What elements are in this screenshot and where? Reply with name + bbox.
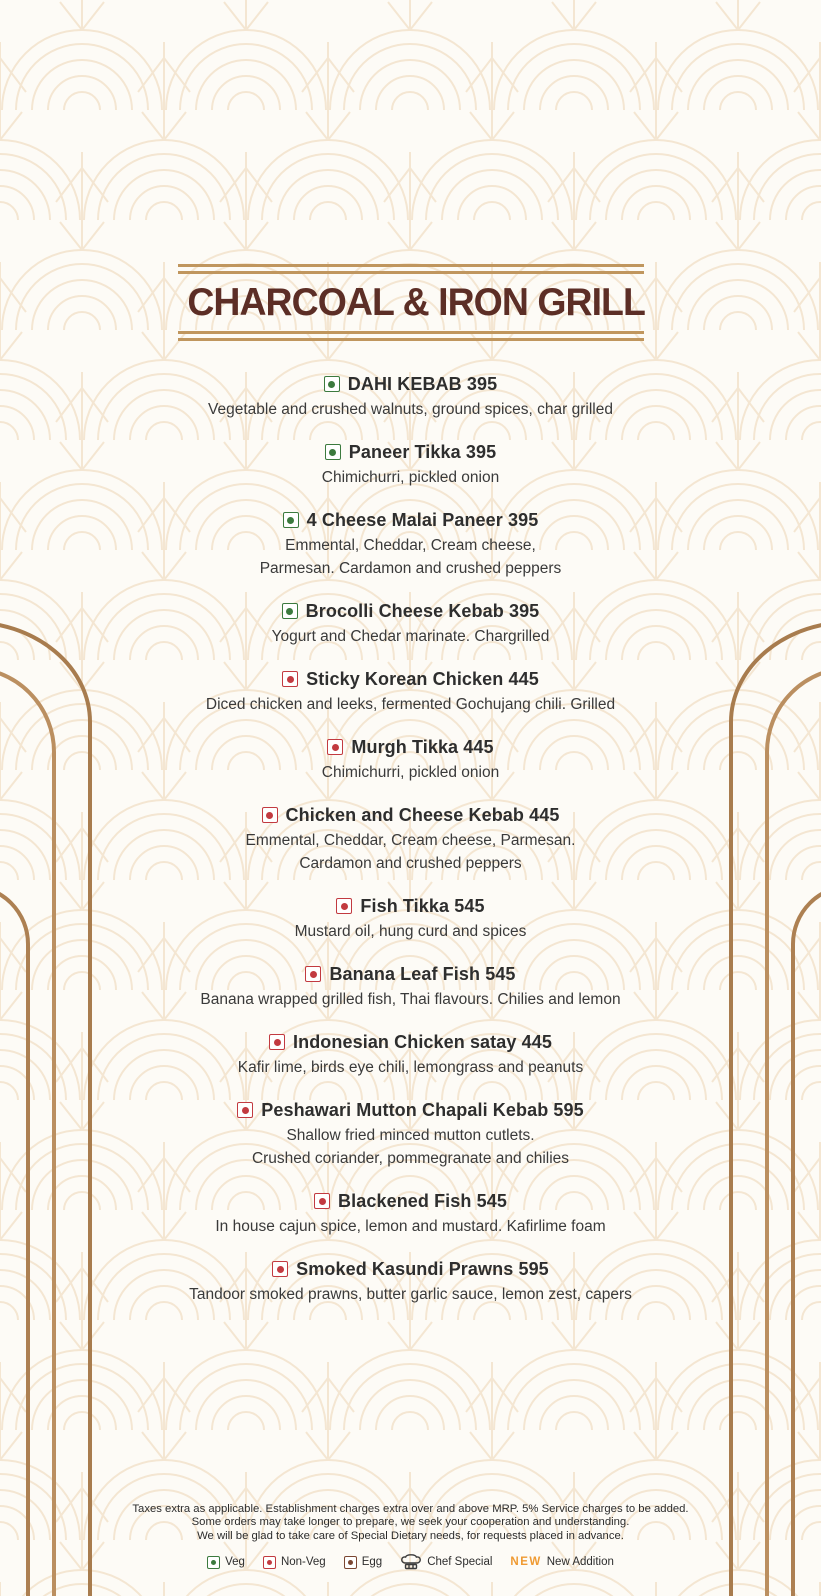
new-badge: NEW [510,1556,542,1568]
non-veg-icon [262,807,278,823]
item-description [295,920,527,943]
item-description-line: Parmesan. Cardamon and crushed peppers [259,560,562,577]
item-name: Indonesian Chicken satay [293,1032,517,1052]
item-description [208,398,613,421]
menu-items [81,372,741,1306]
non-veg-icon [327,739,343,755]
item-name: Brocolli Cheese Kebab [305,601,504,621]
menu-item [237,1098,584,1170]
item-price: 445 [508,669,539,689]
item-title [338,1189,507,1213]
item-head [208,372,613,396]
item-price: 445 [529,805,560,825]
item-price: 445 [521,1032,552,1052]
legend-chef [400,1554,492,1570]
non-veg-icon [269,1034,285,1050]
item-name: Blackened Fish [338,1191,472,1211]
header-rule-top [178,264,644,274]
egg-icon [344,1556,357,1569]
item-description-line: Kafir lime, birds eye chili, lemongrass and peanuts [237,1059,584,1076]
item-name: Paneer Tikka [348,442,461,462]
item-description-line: Crushed coriander, pommegranate and chilies [251,1150,570,1167]
item-description [189,1283,632,1306]
item-price: 545 [485,964,516,984]
item-title [286,803,560,827]
item-head [322,440,499,464]
item-description [200,988,620,1011]
disclaimer-line: Some orders may take longer to prepare, we seek your cooperation and understanding. [191,1516,630,1528]
legend-veg-label: Veg [225,1556,245,1568]
menu-item [200,962,620,1011]
legend-nonveg [263,1556,326,1569]
item-description-line: Tandoor smoked prawns, butter garlic sauce, lemon zest, capers [189,1286,632,1303]
item-price: 545 [476,1191,507,1211]
disclaimer-line: Taxes extra as applicable. Establishment charges extra over and above MRP. 5% Service charges to be added. [132,1502,689,1515]
item-head [260,508,562,532]
item-description-line: Banana wrapped grilled fish, Thai flavours. Chilies and lemon [200,991,621,1008]
header-rule-bottom [178,331,644,341]
item-head [189,1257,632,1281]
menu-item [260,508,562,580]
menu-item [322,440,499,489]
non-veg-icon [282,671,298,687]
item-description [260,534,562,580]
item-title [360,894,484,918]
section-header [178,264,644,341]
item-description [238,1056,583,1079]
item-name: 4 Cheese Malai Paneer [306,510,503,530]
legend-egg [344,1556,382,1569]
item-description [215,1215,605,1238]
veg-icon [207,1556,220,1569]
item-title [349,440,496,464]
item-description-line: Cardamon and crushed peppers [299,855,522,872]
item-name: DAHI KEBAB [347,374,462,394]
legend-chef-label: Chef Special [427,1556,493,1568]
item-description [272,625,550,648]
item-description [206,693,615,716]
menu-item [206,667,615,716]
menu-item [189,1257,632,1306]
item-description-line: Chimichurri, pickled onion [321,764,500,781]
item-price: 395 [507,510,539,530]
legend-new [510,1556,613,1568]
legend-new-label: New Addition [546,1556,614,1568]
non-veg-icon [314,1193,330,1209]
item-description [322,466,499,489]
item-description-line: Shallow fried minced mutton cutlets. [286,1127,535,1144]
menu-item [238,1030,583,1079]
item-description-line: Chimichurri, pickled onion [321,469,500,486]
item-name: Chicken and Cheese Kebab [285,805,525,825]
item-description [246,829,576,875]
legend [0,1554,821,1570]
item-name: Banana Leaf Fish [329,964,481,984]
item-price: 395 [466,374,498,394]
item-head [215,1189,605,1213]
item-description [322,761,499,784]
item-title [348,372,497,396]
item-name: Murgh Tikka [351,737,459,757]
item-description-line: Diced chicken and leeks, fermented Gochujang chili. Grilled [205,696,616,713]
item-price: 395 [465,442,497,462]
item-title [306,599,540,623]
item-title [351,735,493,759]
disclaimer [0,1503,821,1544]
menu-item [246,803,576,875]
veg-icon [283,512,299,528]
item-head [200,962,620,986]
menu-item [322,735,499,784]
item-description [237,1124,584,1170]
item-name: Peshawari Mutton Chapali Kebab [261,1100,549,1120]
item-price: 445 [463,737,494,757]
item-title [306,667,539,691]
chef-hat-icon [400,1554,422,1570]
item-title [296,1257,549,1281]
menu-item [208,372,613,421]
legend-veg [207,1556,245,1569]
veg-icon [282,603,298,619]
item-title [293,1030,552,1054]
item-title [261,1098,584,1122]
item-name: Sticky Korean Chicken [306,669,504,689]
item-price: 595 [553,1100,584,1120]
non-veg-icon [336,898,352,914]
item-name: Fish Tikka [360,896,450,916]
item-description-line: In house cajun spice, lemon and mustard. Kafirlime foam [215,1218,606,1235]
page-title: CHARCOAL & IRON GRILL [186,281,645,324]
item-price: 395 [508,601,540,621]
menu-item [272,599,550,648]
menu-item [295,894,527,943]
item-description-line: Emmental, Cheddar, Cream cheese, Parmesan. [245,832,576,849]
footer [0,1503,821,1571]
non-veg-icon [305,966,321,982]
item-head [295,894,527,918]
item-price: 595 [518,1259,549,1279]
item-price: 545 [454,896,485,916]
legend-egg-label: Egg [361,1556,383,1568]
non-veg-icon [272,1261,288,1277]
item-head [237,1098,584,1122]
item-head [206,667,615,691]
item-title [329,962,515,986]
item-head [272,599,550,623]
item-description-line: Emmental, Cheddar, Cream cheese, [285,537,536,554]
item-description-line: Vegetable and crushed walnuts, ground spices, char grilled [208,401,613,418]
veg-icon [324,376,340,392]
item-title [307,508,539,532]
disclaimer-line: We will be glad to take care of Special Dietary needs, for requests placed in advance. [197,1529,624,1542]
item-name: Smoked Kasundi Prawns [296,1259,514,1279]
veg-icon [325,444,341,460]
non-veg-icon [263,1556,276,1569]
item-description-line: Mustard oil, hung curd and spices [294,923,527,940]
non-veg-icon [237,1102,253,1118]
legend-nonveg-label: Non-Veg [280,1556,326,1568]
item-head [238,1030,583,1054]
item-description-line: Yogurt and Chedar marinate. Chargrilled [271,628,550,645]
menu-item [215,1189,605,1238]
item-head [246,803,576,827]
item-head [322,735,499,759]
